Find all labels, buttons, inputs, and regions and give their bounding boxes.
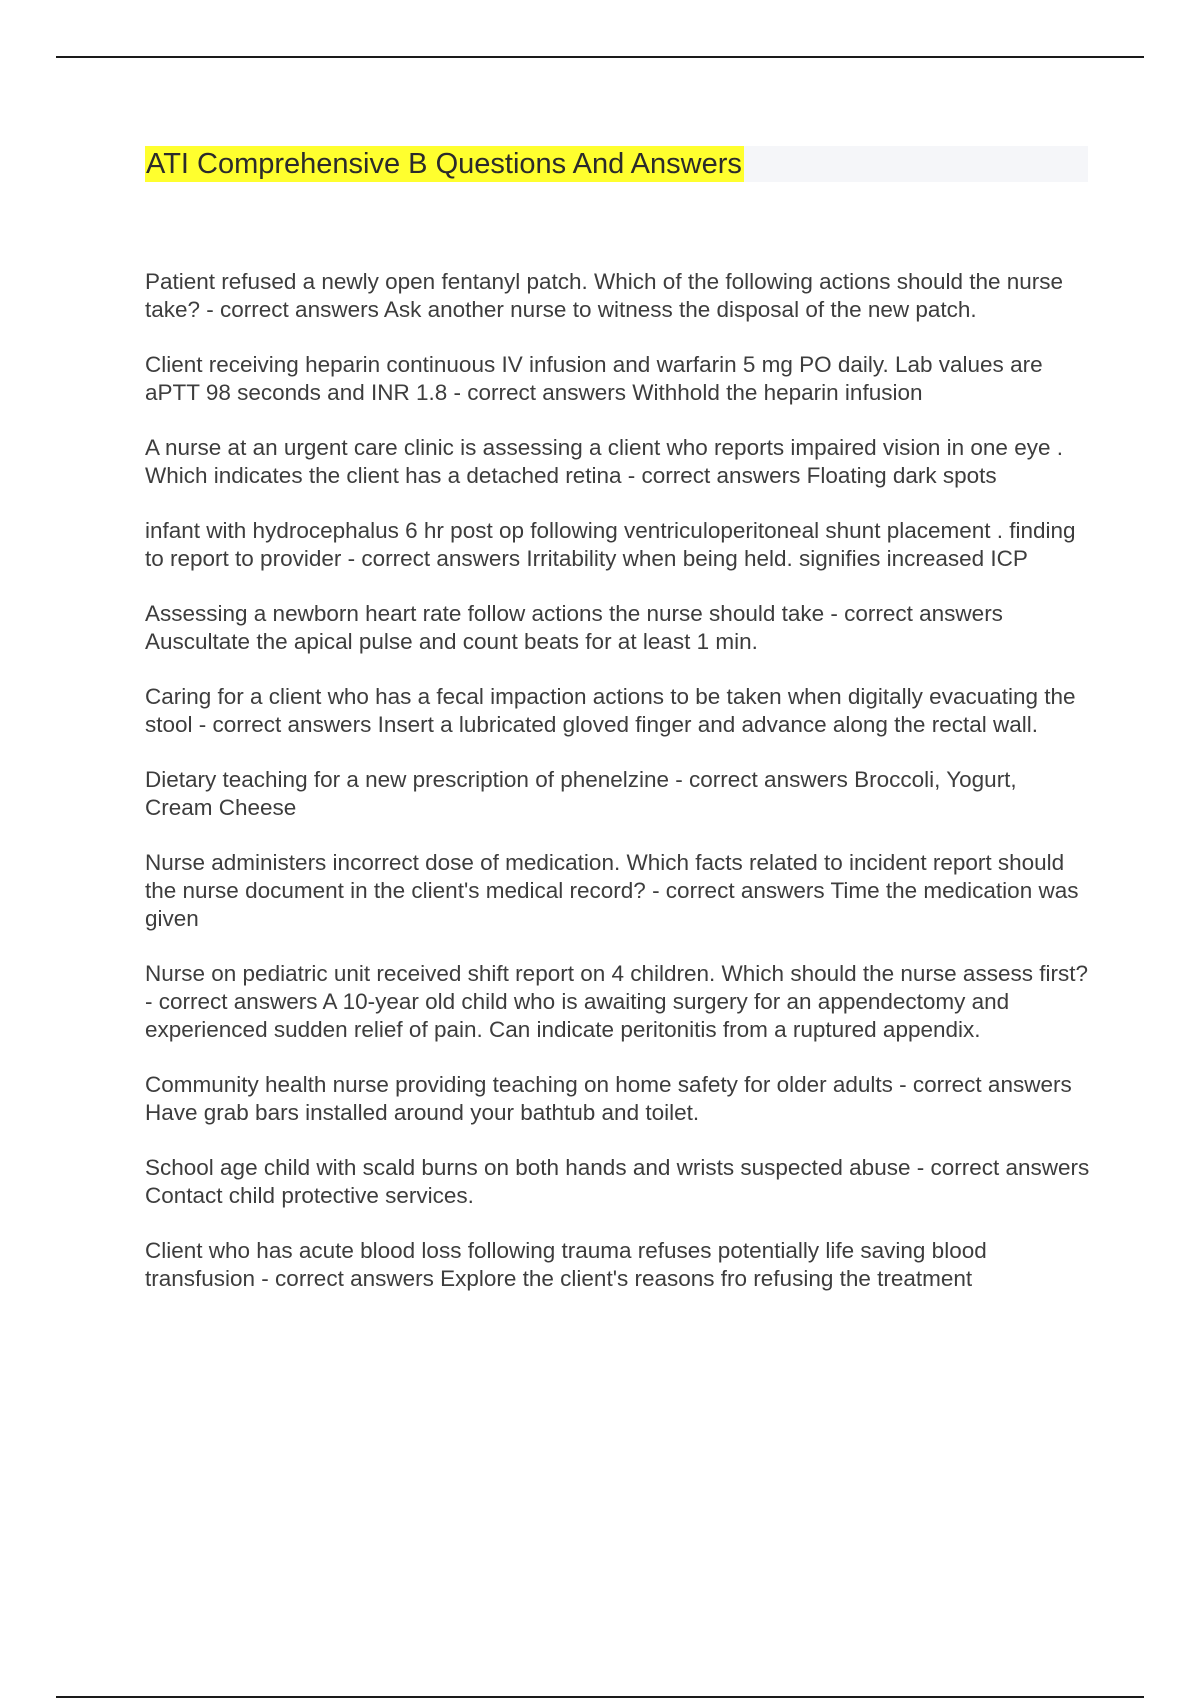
qa-item-11: School age child with scald burns on both hands and wrists suspected abuse - correct answers Contact child protective services. — [145, 1155, 1090, 1208]
qa-item-12: Client who has acute blood loss following trauma refuses potentially life saving blood transfusion - correct answers Explore the client's reasons fro refusing the treatment — [145, 1238, 987, 1291]
qa-item-8: Nurse administers incorrect dose of medication. Which facts related to incident report should the nurse document in the client's medical record? - correct answers Time the medication was given — [145, 850, 1079, 931]
qa-item-9: Nurse on pediatric unit received shift report on 4 children. Which should the nurse assess first? - correct answers A 10-year old child who is awaiting surgery for an appendectomy and experienced sudden relief of pain. Can indicate peritonitis from a ruptured appendix. — [145, 961, 1088, 1042]
qa-list — [145, 268, 1090, 1320]
qa-item-4: infant with hydrocephalus 6 hr post op following ventriculoperitoneal shunt placement . finding to report to provider - correct answers Irritability when being held. signifies increased ICP — [145, 518, 1076, 571]
bottom-rule — [56, 1696, 1144, 1698]
page-title: ATI Comprehensive B Questions And Answers — [146, 148, 742, 180]
qa-item-5: Assessing a newborn heart rate follow actions the nurse should take - correct answers Auscultate the apical pulse and count beats for at least 1 min. — [145, 601, 1003, 654]
qa-item-10: Community health nurse providing teaching on home safety for older adults - correct answers Have grab bars installed around your bathtub and toilet. — [145, 1072, 1072, 1125]
qa-item-1: Patient refused a newly open fentanyl patch. Which of the following actions should the nurse take? - correct answers Ask another nurse to witness the disposal of the new patch. — [145, 269, 1064, 322]
qa-item-7: Dietary teaching for a new prescription of phenelzine - correct answers Broccoli, Yogurt, Cream Cheese — [145, 767, 1017, 820]
qa-item-6: Caring for a client who has a fecal impaction actions to be taken when digitally evacuating the stool - correct answers Insert a lubricated gloved finger and advance along the rectal wall. — [145, 684, 1076, 737]
qa-item-3: A nurse at an urgent care clinic is assessing a client who reports impaired vision in one eye . Which indicates the client has a detached retina - correct answers Floating dark spots — [145, 435, 1063, 488]
top-rule — [56, 56, 1144, 58]
qa-item-2: Client receiving heparin continuous IV infusion and warfarin 5 mg PO daily. Lab values are aPTT 98 seconds and INR 1.8 - correct answers Withhold the heparin infusion — [145, 352, 1043, 405]
